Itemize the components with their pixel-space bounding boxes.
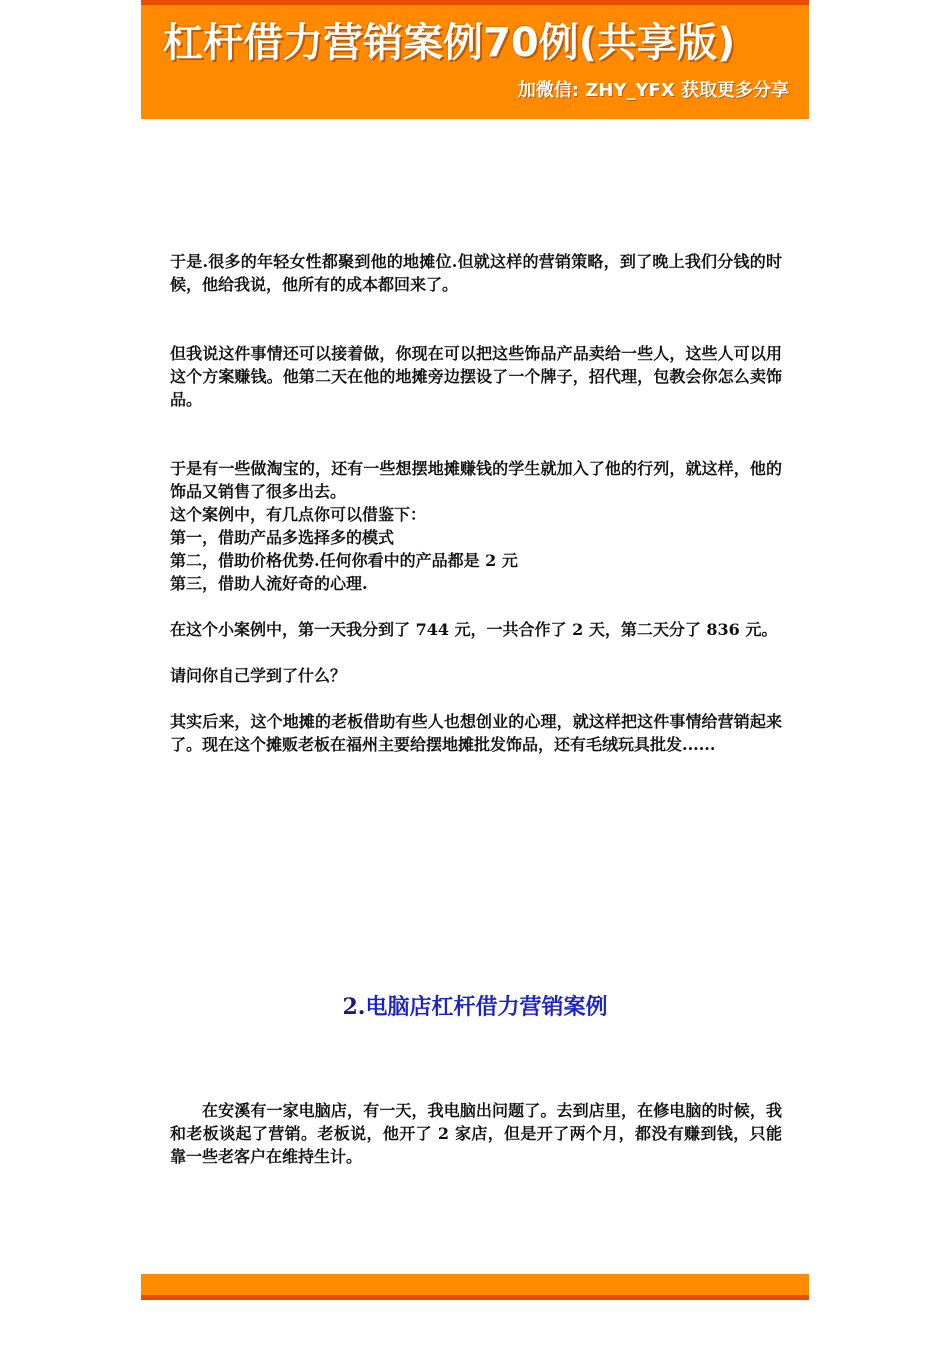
banner-subtitle: 加微信: ZHY_YFX 获取更多分享 (517, 80, 789, 101)
paragraph: 在安溪有一家电脑店，有一天，我电脑出问题了。去到店里，在修电脑的时候，我和老板谈起了营销。老板说，他开了 2 家店，但是开了两个月，都没有赚到钱，只能靠一些老客户在维持生计。 (170, 1101, 782, 1166)
section-heading (141, 990, 809, 1024)
paragraph: 于是有一些做淘宝的，还有一些想摆地摊赚钱的学生就加入了他的行列，就这样，他的饰品又销售了很多出去。 (170, 459, 782, 501)
section-title-text: 电脑店杠杆借力营销案例 (365, 994, 608, 1020)
footer-bar (141, 1274, 809, 1300)
paragraph: 但我说这件事情还可以接着做，你现在可以把这些饰品产品卖给一些人，这些人可以用这个方案赚钱。他第二天在他的地摊旁边摆设了一个牌子，招代理，包教会你怎么卖饰品。 (170, 344, 782, 409)
banner-title: 杠杆借力营销案例70例(共享版) (163, 20, 736, 66)
paragraph: 这个案例中，有几点你可以借鉴下： (170, 505, 427, 524)
paragraph: 其实后来，这个地摊的老板借助有些人也想创业的心理，就这样把这件事情给营销起来了。现在这个摊贩老板在福州主要给摆地摊批发饰品，还有毛绒玩具批发...... (170, 712, 782, 754)
header-banner (141, 0, 809, 119)
article-body (170, 250, 782, 756)
paragraph: 于是.很多的年轻女性都聚到他的地摊位.但就这样的营销策略，到了晚上我们分钱的时候，他给我说，他所有的成本都回来了。 (170, 252, 782, 294)
section-number: 2. (342, 994, 366, 1020)
list-item: 第二，借助价格优势.任何你看中的产品都是 2 元 (170, 551, 518, 570)
paragraph: 在这个小案例中，第一天我分到了 744 元，一共合作了 2 天，第二天分了 836 元。 (170, 620, 778, 639)
list-item: 第三，借助人流好奇的心理. (170, 574, 368, 593)
section-body (170, 1099, 782, 1168)
paragraph: 请问你自己学到了什么？ (170, 666, 347, 685)
list-item: 第一，借助产品多选择多的模式 (170, 528, 395, 547)
